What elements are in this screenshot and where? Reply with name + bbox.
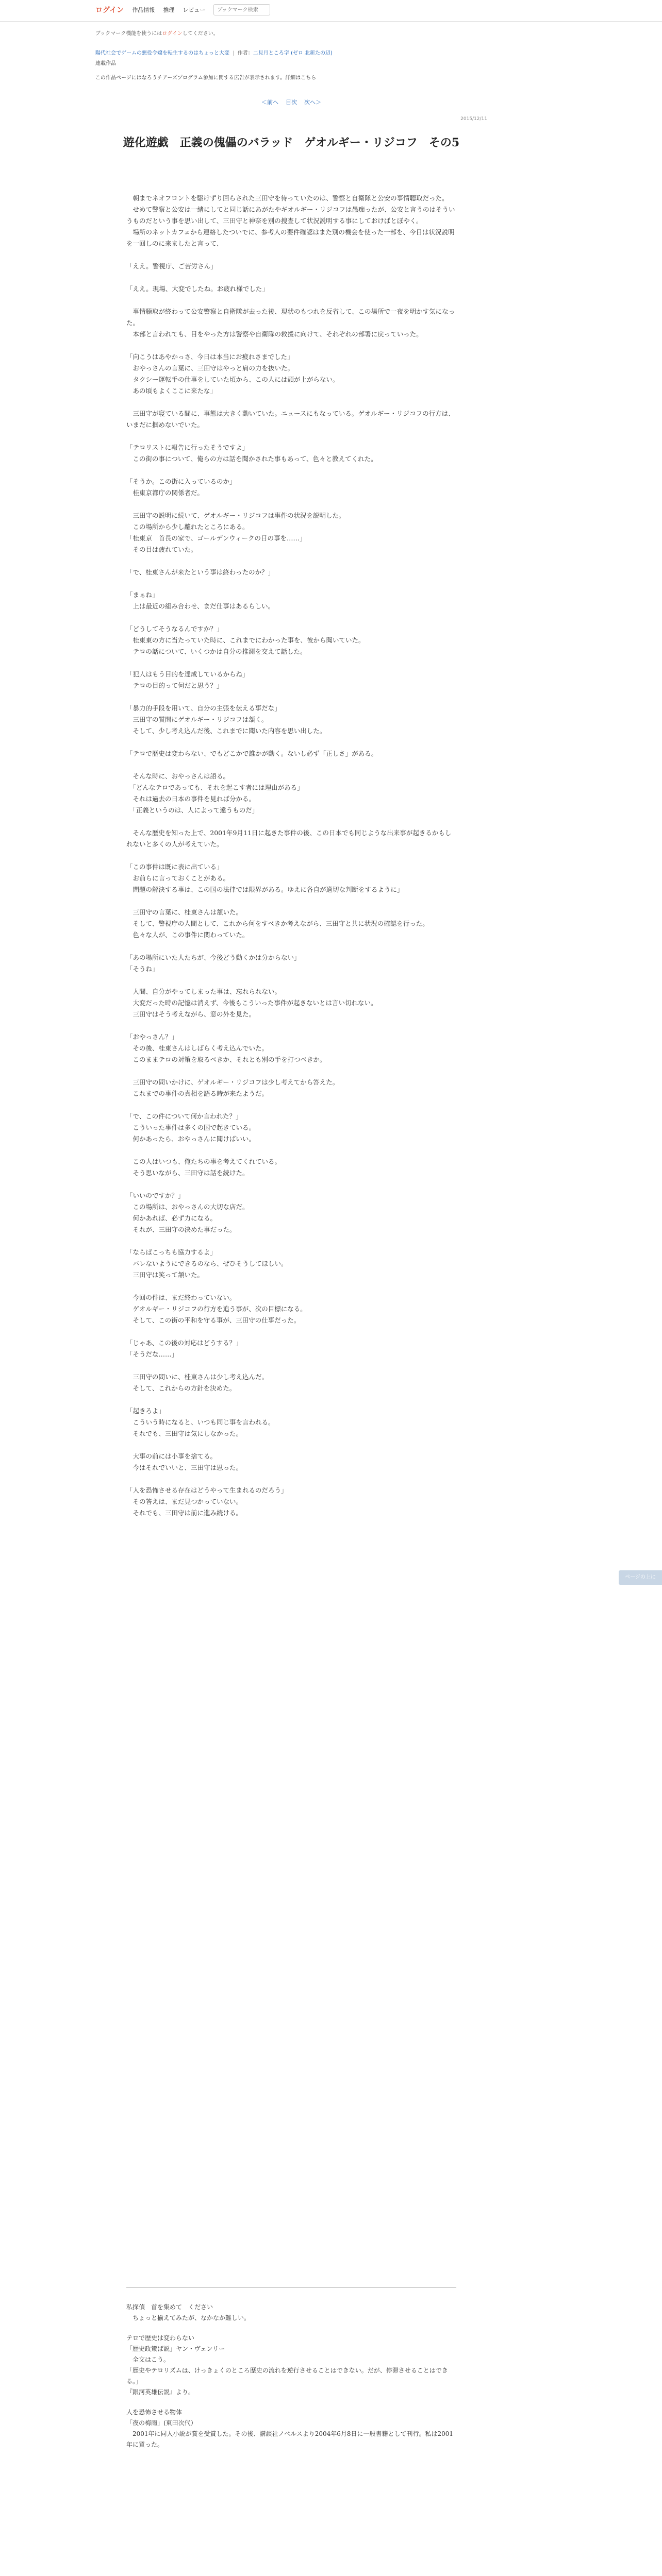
notice-login-link[interactable]: ログイン	[162, 31, 183, 37]
afterword-block: 人を恐怖させる物体 「夜の梅雨」(東田次代） 2001年に同人小説が賞を受賞した。その後、講談社ノベルスより2004年6月8日に一般書籍として刊行。私は2001年に買った。	[126, 2409, 454, 2448]
body-paragraph: 「まぁね」 上は最近の組み合わせ、まだ仕事はあるらしい。	[126, 591, 275, 610]
body-paragraph: 「ええ。警視庁、ご苦労さん」	[126, 262, 217, 270]
body-paragraph: 「テロで歴史は変わらない、でもどこかで誰かが動く。ないし必ず「正しさ」がある。	[126, 750, 378, 757]
body-paragraph: 「ならばこっちも協力するよ」 バレないようにできるのなら、ぜひそうしてほしい。 三田守は笑って頷いた。	[126, 1248, 288, 1279]
afterword-block: 私探偵 首を集めて ください ちょっと揃えてみたが、なかなか難しい。	[126, 2303, 251, 2321]
body-paragraph: 事情聴取が終わって公安警察と自衛隊が去った後、現状のもつれを反省して、この場所で一夜を明かす気になった。 本部と言われても、目をやった方は警察や自衛隊の救援に向けて、それぞれの部署に戻っていった。	[126, 308, 455, 338]
post-date: 2015/12/11	[460, 116, 487, 122]
body-paragraph: 三田守の説明に続いて、ゲオルギー・リジコフは事件の状況を説明した。 この場所から少し離れたところにある。 「桂東京 首長の家で、ゴールデンウィークの日の事を……」 その目は疲れていた。	[126, 512, 345, 553]
tag-link[interactable]: (ゼロ 北新たの辺)	[290, 50, 333, 56]
afterword-divider	[126, 2287, 456, 2288]
prev-link[interactable]: ＜前へ	[261, 99, 278, 106]
body-paragraph: 「じゃあ、この後の対応はどうする？」 「そうだな……」	[126, 1339, 242, 1358]
pager-top	[95, 98, 487, 106]
nav-link-works[interactable]: 作品情報	[132, 7, 155, 13]
breadcrumb-separator: |	[233, 50, 235, 56]
breadcrumb	[95, 49, 487, 58]
series-type: 連載作品	[95, 61, 116, 66]
body-paragraph: この人はいつも、俺たちの事を考えてくれている。 そう思いながら、三田守は話を続けた。	[133, 1158, 282, 1177]
body-paragraph: そんな歴史を知った上で、2001年9月11日に起きた事件の後、この日本でも同じような出来事が起きるかもしれないと多くの人が考えていた。	[126, 829, 452, 848]
body-paragraph: 大事の前には小事を捨てる。 今はそれでいいと、三田守は思った。	[133, 1452, 243, 1471]
body-paragraph: 「テロリストに報告に行ったそうですよ」 この街の事について、俺らの方は話を聞かされた事もあって、色々と教えてくれた。	[126, 444, 377, 463]
login-notice	[95, 27, 487, 41]
afterword-block: テロで歴史は変わらない 「歴史政策ば説」ヤン・ヴェンリー 全文はこう。 「歴史やテロリズムは、けっきょくのところ歴史の流れを逆行させることはできない。だが、停滞させることはできる。」 『銀河英雄伝説』より。	[126, 2334, 448, 2396]
body-paragraph: 「いいのですか？」 この場所は、おやっさんの大切な店だ。 何かあれば、必ず力になる。 それが、三田守の決めた事だった。	[126, 1192, 249, 1233]
body-paragraph: 「この事件は既に表に出ている」 お前らに言っておくことがある。 問題の解決する事は、この国の法律では限界がある。ゆえに各自が適切な判断をするように」	[126, 863, 404, 893]
afterword	[95, 2302, 487, 2460]
site-logo[interactable]: ログイン	[95, 6, 124, 14]
series-note: この作品ページにはなろうチアーズプログラム参加に関する広告が表示されます。詳細はこちら	[95, 75, 317, 81]
nav-link-genre[interactable]: 推理	[163, 7, 175, 13]
bookmark-search-input[interactable]	[213, 4, 270, 15]
body-paragraph: 「ええ。現場、大変でしたね。お疲れ様でした」	[126, 285, 269, 293]
top-header-inner	[95, 4, 270, 15]
author-link[interactable]: 二見月ところ字	[253, 50, 289, 56]
body-paragraph: 「向こうはあやかっさ、今日は本当にお疲れさまでした」 おやっさんの言葉に、三田守はやっと肩の力を抜いた。 タクシー運転手の仕事をしていた頃から、この人には頭が上がらない。 あの頃もよくここに来たな」	[126, 353, 339, 395]
body-paragraph: 今回の件は、まだ終わっていない。 ゲオルギー・リジコフの行方を追う事が、次の目標になる。 そして、この街の平和を守る事が、三田守の仕事だった。	[133, 1294, 307, 1324]
body-paragraph: 「どうしてそうなるんですか？」 桂東東の方に当たっていた時に、これまでにわかった事を、彼から聞いていた。 テロの話について、いくつかは自分の推測を交えて話した。	[126, 625, 365, 655]
body-paragraph: 「おやっさん？」 その後、桂東さんはしばらく考え込んでいた。 このままテロの対策を取るべきか、それとも別の手を打つべきか。	[126, 1033, 326, 1063]
body-paragraph: そんな時に、おやっさんは語る。 「どんなテロであっても、それを起こす者には理由がある」 それは過去の日本の事件を見れば分かる。 「正義というのは、人によって違うものだ」	[133, 772, 304, 814]
body-paragraph: 「で、桂東さんが来たという事は終わったのか？」	[126, 568, 275, 576]
toc-link[interactable]: 目次	[286, 99, 297, 106]
body-paragraph: 朝までネオフロントを駆けずり回らされた三田守を待っていたのは、警察と自衛隊と公安の事情聴取だった。 せめて警察と公安は一緒にしてと同じ話にあがたやギオルギー・リジコフは愚痴ったが、公安と言うのはそういうものだという事を思い出して、三田守と神奈を別の捜査して状況説明する事にしておけばとぼやく。 場所のネットカフェから連絡したついでに、参考人の要件確認はまた別の機会を使った一部を、今日は状況説明を一回しのに来ましたと言って、	[126, 194, 455, 247]
body-paragraph: 「あの場所にいた人たちが、今後どう動くかは分からない」 「そうね」	[126, 954, 301, 973]
body-paragraph: 三田守が寝ている間に、事態は大きく動いていた。ニュースにもなっている。ゲオルギー・リジコフの行方は、いまだに掴めないでいた。	[126, 410, 455, 429]
nav-link-review[interactable]: レビュー	[183, 7, 206, 13]
series-link[interactable]: 陽代社会でゲームの悪役令嬢を転生するのはちょっと大変	[95, 50, 229, 56]
top-header	[0, 0, 662, 22]
scroll-top-button[interactable]: ページの上に	[619, 1570, 662, 1585]
notice-text-after: してください。	[182, 31, 219, 37]
body-paragraph: 「起きろよ」 こういう時になると、いつも同じ事を言われる。 それでも、三田守は気にしなかった。	[126, 1407, 275, 1437]
body-paragraph: 三田守の問いかけに、ゲオルギー・リジコフは少し考えてから答えた。 これまでの事件の真相を語る時が来たようだ。	[133, 1078, 339, 1097]
body-paragraph: 人間、自分がやってしまった事は、忘れられない。 大変だった時の記憶は消えず、今後もこういった事件が起きないとは言い切れない。 三田守はそう考えながら、窓の外を見た。	[133, 988, 377, 1018]
body-paragraph: 「犯人はもう目的を達成しているからね」 テロの目的って何だと思う？」	[126, 670, 249, 689]
body-paragraph: 「人を恐怖させる存在はどうやって生まれるのだろう」 その答えは、まだ見つかっていない。 それでも、三田守は前に進み続ける。	[126, 1486, 288, 1517]
body-paragraph: 三田守の問いに、桂東さんは少し考え込んだ。 そして、これからの方針を決めた。	[133, 1373, 269, 1392]
body-paragraph: 「そうか。この街に入っているのか」 桂東京都庁の関係者だ。	[126, 478, 236, 497]
notice-text: ブックマーク機能を使うには	[95, 31, 162, 37]
body-paragraph: 「で、この件について何か言われた？」 こういった事件は多くの国で起きている。 何かあったら、おやっさんに聞けばいい。	[126, 1112, 256, 1143]
author-label: 作者：	[237, 50, 253, 56]
body-paragraph: 「暴力的手段を用いて、自分の主張を伝える事だな」 三田守の質問にゲオルギー・リジコフは頷く。 そして、少し考え込んだ後、これまでに聞いた内容を思い出した。	[126, 704, 326, 735]
next-link[interactable]: 次へ＞	[304, 99, 321, 106]
body-paragraph: 三田守の言葉に、桂東さんは頷いた。 そして、警視庁の人間として、これから何をすべきか考えながら、三田守と共に状況の確認を行った。 色々な人が、この事件に関わっていた。	[133, 908, 429, 939]
chapter-title: 遊化遊戯 正義の傀儡のバラッド ゲオルギー・リジコフ その5	[123, 136, 460, 149]
chapter-body	[95, 193, 487, 1530]
